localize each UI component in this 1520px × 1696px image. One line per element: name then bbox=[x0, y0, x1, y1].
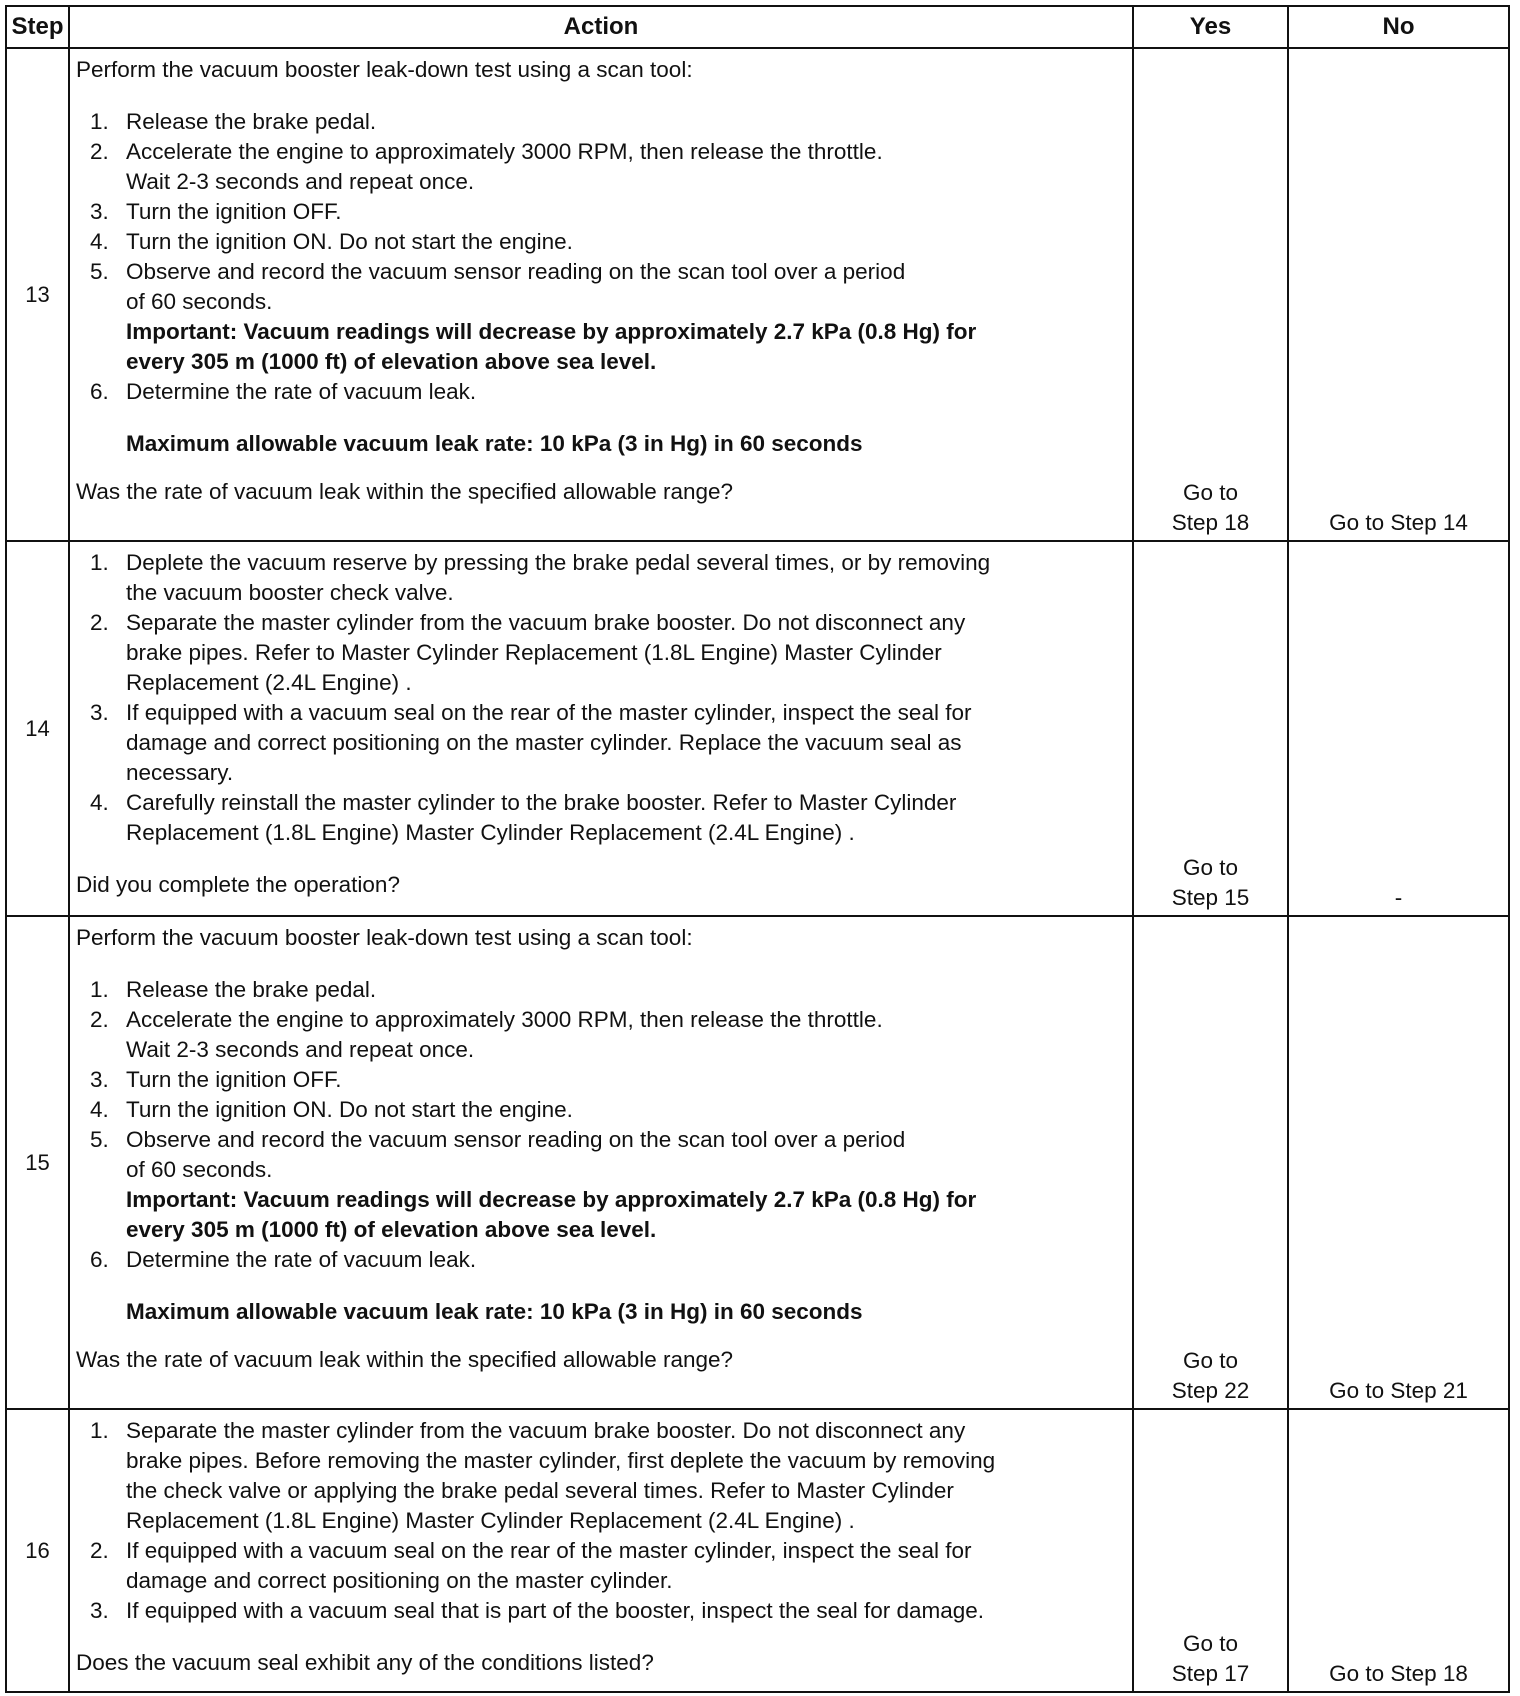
table-row bbox=[6, 541, 1509, 916]
yes-cell bbox=[1133, 1409, 1288, 1692]
list-item bbox=[76, 1125, 1126, 1245]
spec-note: Maximum allowable vacuum leak rate: 10 kPa (3 in Hg) in 60 seconds bbox=[126, 1299, 863, 1324]
important-note-cont: every 305 m (1000 ft) of elevation above sea level. bbox=[126, 1217, 657, 1242]
item-text: Turn the ignition OFF. bbox=[126, 199, 342, 224]
list-item bbox=[76, 788, 1126, 848]
step-number: 14 bbox=[6, 541, 69, 916]
item-text: Deplete the vacuum reserve by pressing the brake pedal several times, or by removing bbox=[126, 550, 991, 575]
yes-text-step: Step 22 bbox=[1171, 1378, 1250, 1403]
list-item bbox=[76, 698, 1126, 788]
list-item bbox=[76, 1095, 1126, 1125]
item-text-cont: the check valve or applying the brake pedal several times. Refer to Master Cylinder bbox=[126, 1478, 954, 1503]
item-text-cont: Wait 2-3 seconds and repeat once. bbox=[126, 169, 475, 194]
action-intro: Perform the vacuum booster leak-down test using a scan tool: bbox=[76, 925, 693, 950]
item-text-cont: damage and correct positioning on the master cylinder. bbox=[126, 1568, 673, 1593]
procedure-list bbox=[76, 107, 1126, 407]
item-number: 1. bbox=[90, 977, 109, 1002]
no-cell: - bbox=[1288, 541, 1509, 916]
list-item bbox=[76, 1005, 1126, 1065]
item-number: 3. bbox=[90, 199, 109, 224]
item-text: Separate the master cylinder from the vacuum brake booster. Do not disconnect any bbox=[126, 1418, 966, 1443]
list-item bbox=[76, 1536, 1126, 1596]
item-text-cont: Wait 2-3 seconds and repeat once. bbox=[126, 1037, 475, 1062]
header-action: Action bbox=[69, 6, 1133, 48]
diagnostic-table bbox=[5, 5, 1510, 1693]
important-note: Important: Vacuum readings will decrease by approximately 2.7 kPa (0.8 Hg) for bbox=[126, 319, 977, 344]
list-item bbox=[76, 1065, 1126, 1095]
item-text-cont: necessary. bbox=[126, 760, 234, 785]
action-cell bbox=[69, 916, 1133, 1409]
action-intro: Perform the vacuum booster leak-down test using a scan tool: bbox=[76, 57, 693, 82]
item-text: If equipped with a vacuum seal on the rear of the master cylinder, inspect the seal for bbox=[126, 700, 972, 725]
list-item bbox=[76, 1245, 1126, 1275]
item-number: 1. bbox=[90, 109, 109, 134]
yes-text: Go to bbox=[1182, 480, 1239, 505]
header-step: Step bbox=[6, 6, 69, 48]
item-number: 2. bbox=[90, 1007, 109, 1032]
list-item bbox=[76, 1596, 1126, 1626]
list-item bbox=[76, 608, 1126, 698]
list-item bbox=[76, 227, 1126, 257]
item-number: 3. bbox=[90, 1067, 109, 1092]
yes-cell bbox=[1133, 916, 1288, 1409]
item-text: Turn the ignition ON. Do not start the engine. bbox=[126, 229, 573, 254]
action-cell bbox=[69, 48, 1133, 541]
item-text: Release the brake pedal. bbox=[126, 977, 377, 1002]
step-number: 13 bbox=[6, 48, 69, 541]
item-text: Turn the ignition ON. Do not start the engine. bbox=[126, 1097, 573, 1122]
item-number: 4. bbox=[90, 229, 109, 254]
item-text: Observe and record the vacuum sensor reading on the scan tool over a period bbox=[126, 1127, 906, 1152]
question-text: Did you complete the operation? bbox=[76, 872, 400, 897]
yes-text-step: Step 15 bbox=[1171, 885, 1250, 910]
item-text-cont: damage and correct positioning on the master cylinder. Replace the vacuum seal as bbox=[126, 730, 962, 755]
item-text: Turn the ignition OFF. bbox=[126, 1067, 342, 1092]
list-item bbox=[76, 107, 1126, 137]
item-number: 4. bbox=[90, 1097, 109, 1122]
item-number: 2. bbox=[90, 139, 109, 164]
spec-note: Maximum allowable vacuum leak rate: 10 kPa (3 in Hg) in 60 seconds bbox=[126, 431, 863, 456]
header-row bbox=[6, 6, 1509, 48]
step-number: 16 bbox=[6, 1409, 69, 1692]
item-number: 5. bbox=[90, 1127, 109, 1152]
item-text-cont: Replacement (1.8L Engine) Master Cylinder Replacement (2.4L Engine) . bbox=[126, 820, 855, 845]
no-cell: Go to Step 21 bbox=[1288, 916, 1509, 1409]
item-text: Observe and record the vacuum sensor reading on the scan tool over a period bbox=[126, 259, 906, 284]
item-number: 3. bbox=[90, 700, 109, 725]
list-item bbox=[76, 137, 1126, 197]
yes-text-step: Step 18 bbox=[1171, 510, 1250, 535]
yes-text-step: Step 17 bbox=[1171, 1661, 1250, 1686]
item-text: Release the brake pedal. bbox=[126, 109, 377, 134]
question-text: Does the vacuum seal exhibit any of the conditions listed? bbox=[76, 1650, 654, 1675]
table-row bbox=[6, 48, 1509, 541]
item-number: 2. bbox=[90, 610, 109, 635]
item-number: 2. bbox=[90, 1538, 109, 1563]
question-text: Was the rate of vacuum leak within the specified allowable range? bbox=[76, 1347, 734, 1372]
procedure-list bbox=[76, 975, 1126, 1275]
item-text: If equipped with a vacuum seal that is part of the booster, inspect the seal for damage. bbox=[126, 1598, 985, 1623]
no-cell: Go to Step 18 bbox=[1288, 1409, 1509, 1692]
item-number: 1. bbox=[90, 1418, 109, 1443]
item-text: If equipped with a vacuum seal on the rear of the master cylinder, inspect the seal for bbox=[126, 1538, 972, 1563]
item-number: 6. bbox=[90, 379, 109, 404]
important-note: Important: Vacuum readings will decrease by approximately 2.7 kPa (0.8 Hg) for bbox=[126, 1187, 977, 1212]
list-item bbox=[76, 257, 1126, 377]
table-row bbox=[6, 1409, 1509, 1692]
action-cell bbox=[69, 1409, 1133, 1692]
item-text-cont: of 60 seconds. bbox=[126, 289, 273, 314]
procedure-list bbox=[76, 1416, 1126, 1626]
step-number: 15 bbox=[6, 916, 69, 1409]
procedure-list bbox=[76, 548, 1126, 848]
yes-cell bbox=[1133, 48, 1288, 541]
item-number: 3. bbox=[90, 1598, 109, 1623]
item-text-cont: Replacement (2.4L Engine) . bbox=[126, 670, 412, 695]
table-row bbox=[6, 916, 1509, 1409]
no-cell: Go to Step 14 bbox=[1288, 48, 1509, 541]
yes-text: Go to bbox=[1182, 1631, 1239, 1656]
header-yes: Yes bbox=[1133, 6, 1288, 48]
question-text: Was the rate of vacuum leak within the specified allowable range? bbox=[76, 479, 734, 504]
list-item bbox=[76, 377, 1126, 407]
yes-text: Go to bbox=[1182, 855, 1239, 880]
list-item bbox=[76, 548, 1126, 608]
item-text-cont: brake pipes. Refer to Master Cylinder Replacement (1.8L Engine) Master Cylinder bbox=[126, 640, 942, 665]
header-no: No bbox=[1288, 6, 1509, 48]
item-number: 6. bbox=[90, 1247, 109, 1272]
list-item bbox=[76, 197, 1126, 227]
item-text: Accelerate the engine to approximately 3000 RPM, then release the throttle. bbox=[126, 139, 883, 164]
item-text: Determine the rate of vacuum leak. bbox=[126, 379, 477, 404]
item-text: Determine the rate of vacuum leak. bbox=[126, 1247, 477, 1272]
item-text-cont: Replacement (1.8L Engine) Master Cylinder Replacement (2.4L Engine) . bbox=[126, 1508, 855, 1533]
item-text: Accelerate the engine to approximately 3000 RPM, then release the throttle. bbox=[126, 1007, 883, 1032]
item-number: 5. bbox=[90, 259, 109, 284]
item-text: Carefully reinstall the master cylinder to the brake booster. Refer to Master Cylinder bbox=[126, 790, 957, 815]
item-text-cont: brake pipes. Before removing the master cylinder, first deplete the vacuum by removing bbox=[126, 1448, 996, 1473]
action-cell bbox=[69, 541, 1133, 916]
important-note-cont: every 305 m (1000 ft) of elevation above sea level. bbox=[126, 349, 657, 374]
item-number: 1. bbox=[90, 550, 109, 575]
item-text-cont: the vacuum booster check valve. bbox=[126, 580, 454, 605]
item-text: Separate the master cylinder from the vacuum brake booster. Do not disconnect any bbox=[126, 610, 966, 635]
yes-text: Go to bbox=[1182, 1348, 1239, 1373]
list-item bbox=[76, 975, 1126, 1005]
item-text-cont: of 60 seconds. bbox=[126, 1157, 273, 1182]
yes-cell bbox=[1133, 541, 1288, 916]
list-item bbox=[76, 1416, 1126, 1536]
item-number: 4. bbox=[90, 790, 109, 815]
